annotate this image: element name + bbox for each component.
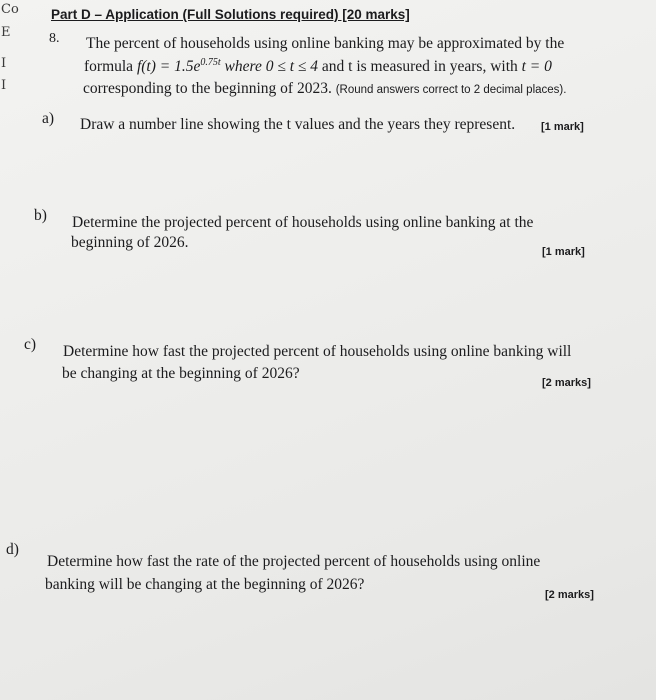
part-marks: [1 mark] (542, 246, 585, 258)
rounding-note: (Round answers correct to 2 decimal places). (335, 84, 567, 96)
formula-exponent: 0.75t (200, 57, 221, 68)
question-intro-text: corresponding to the beginning of 2023. (83, 80, 332, 97)
part-label: b) (34, 207, 47, 224)
part-label: d) (6, 541, 19, 558)
formula-and-text: and t is measured in years, with (321, 58, 518, 76)
part-label: c) (24, 336, 37, 353)
part-text-line2: banking will be changing at the beginning of 2026? (45, 576, 365, 593)
question-formula-line (84, 57, 552, 76)
part-text-line2: be changing at the beginning of 2026? (62, 365, 300, 382)
section-title: Part D – Application (Full Solutions required) [20 marks] (51, 7, 410, 22)
formula-domain: where 0 ≤ t ≤ 4 (220, 58, 322, 76)
part-text: Determine how fast the projected percent of households using online banking will (63, 343, 572, 360)
formula-function: f(t) = 1.5e (136, 58, 201, 76)
part-marks: [1 mark] (541, 121, 584, 133)
formula-t-zero: t = 0 (521, 58, 552, 76)
margin-fragment: I (1, 78, 7, 93)
margin-fragment: I (1, 56, 7, 71)
part-marks: [2 marks] (545, 589, 594, 601)
part-label: a) (42, 110, 55, 127)
part-text: Determine how fast the rate of the projected percent of households using online (47, 553, 541, 570)
formula-prefix: formula (84, 58, 134, 76)
margin-fragment: E (1, 25, 11, 40)
part-text: Determine the projected percent of households using online banking at the (72, 214, 534, 231)
part-text: Draw a number line showing the t values and the years they represent. (80, 116, 516, 133)
margin-fragment: Co (1, 2, 19, 17)
part-text-line2: beginning of 2026. (71, 234, 189, 251)
question-intro-line1: The percent of households using online banking may be approximated by the (86, 35, 565, 52)
question-intro-line3 (83, 80, 566, 98)
question-number: 8. (49, 31, 60, 46)
part-marks: [2 marks] (542, 377, 591, 389)
